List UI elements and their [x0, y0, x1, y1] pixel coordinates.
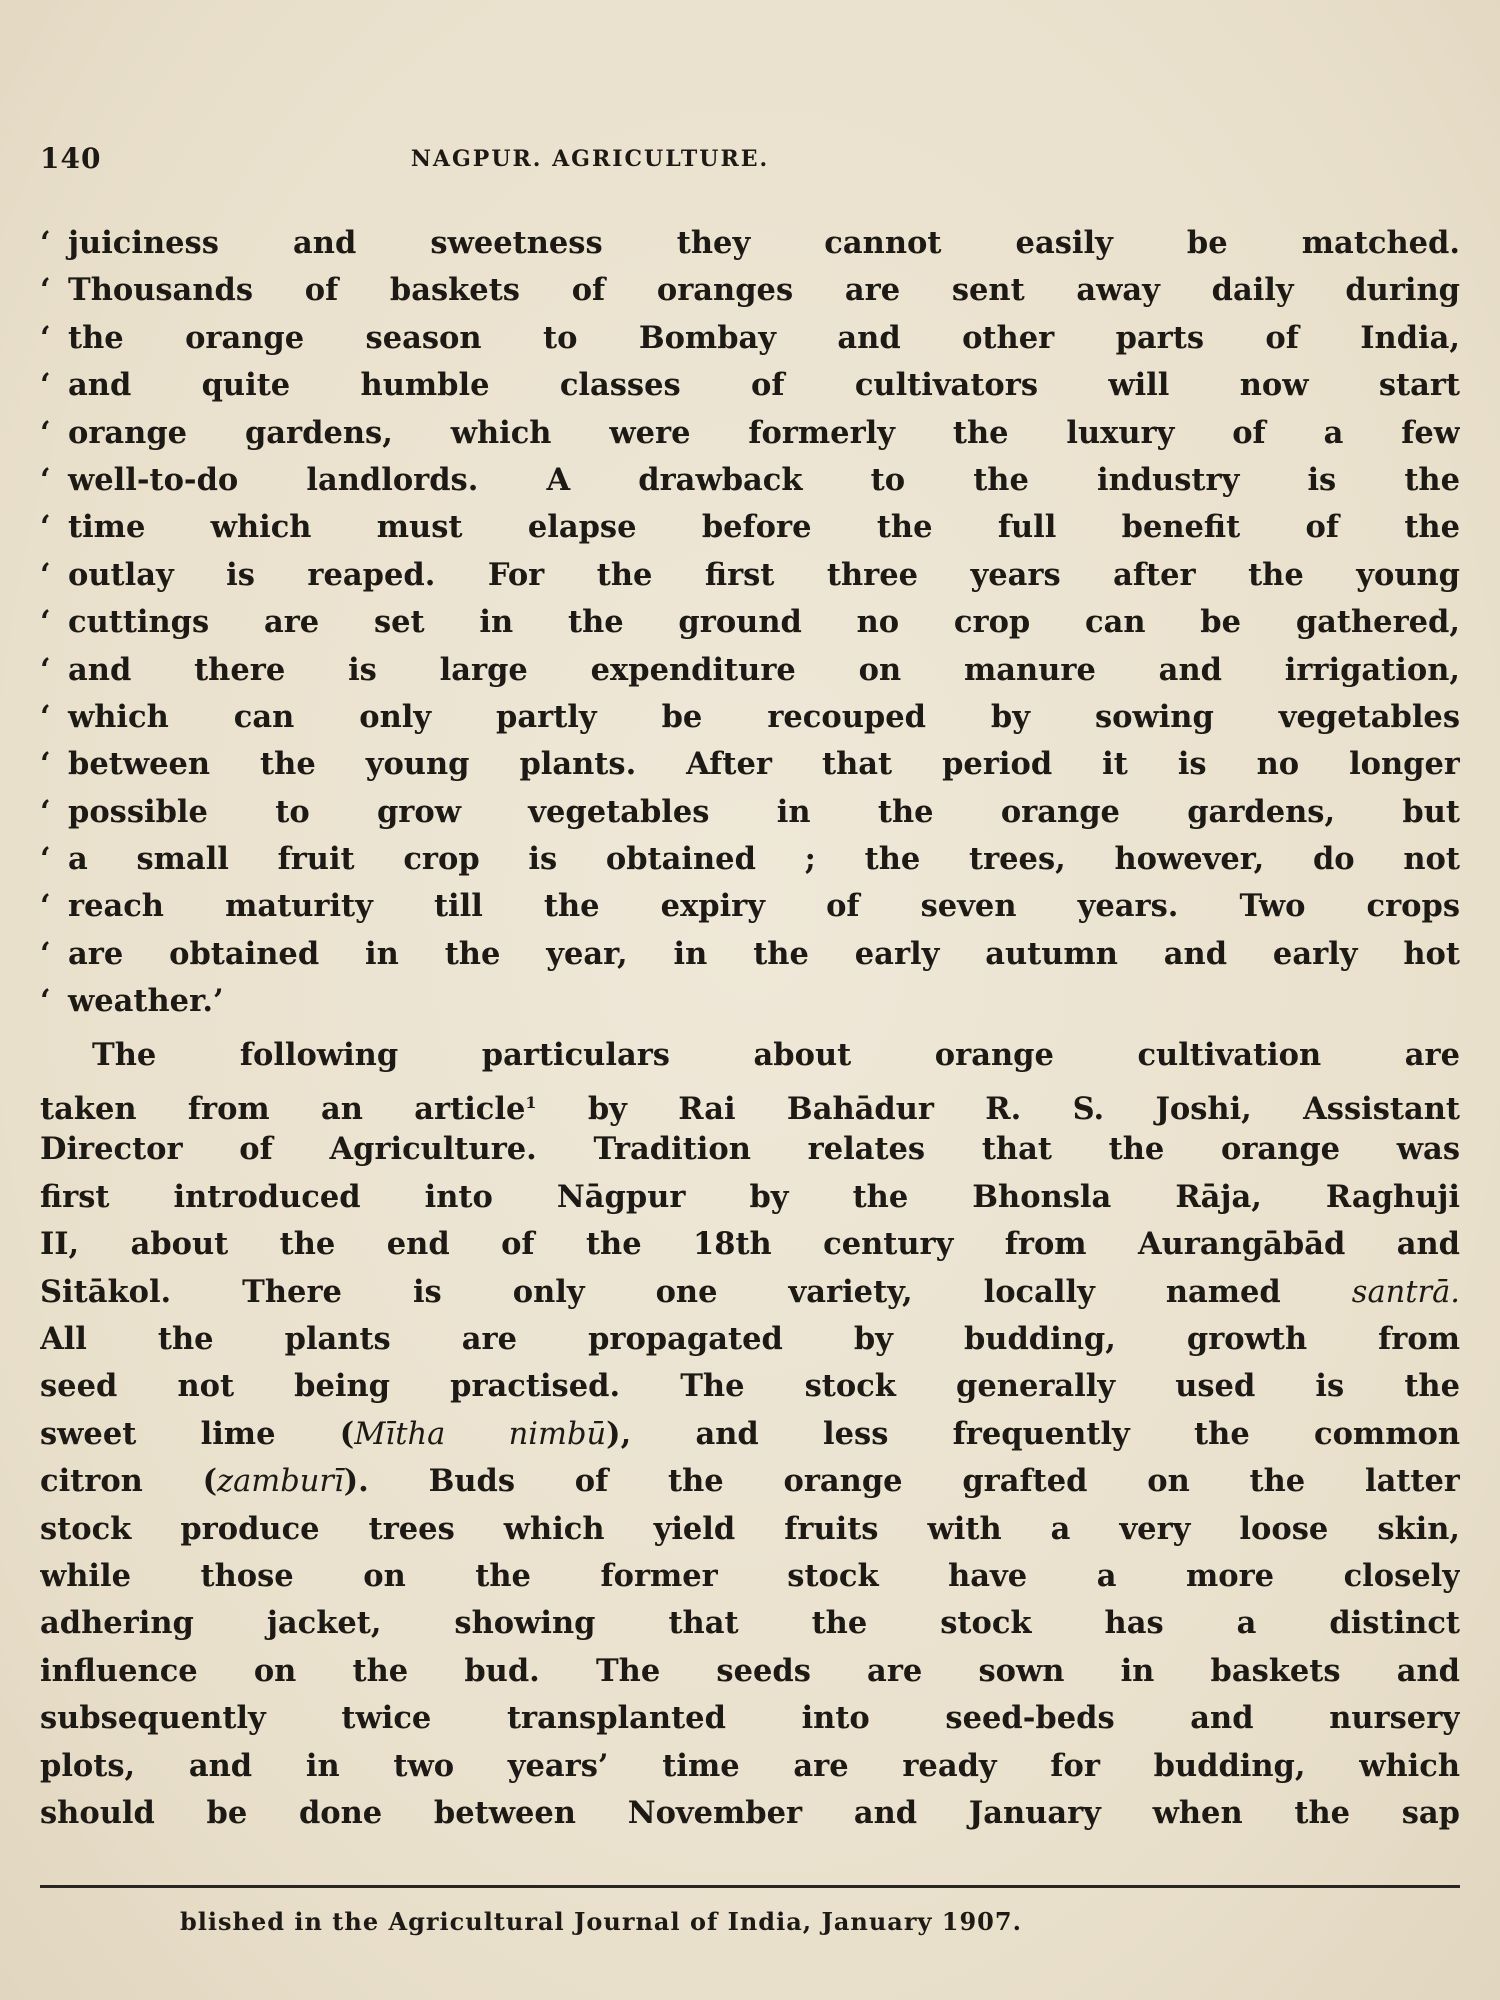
- text-line: subsequently twice transplanted into seed-beds and nursery: [40, 1700, 1460, 1737]
- footnote-marker: 1: [525, 1093, 537, 1113]
- text-line: taken from an article$^1$ by Rai Bahādur R. S. Joshi, Assistant: [40, 1091, 1460, 1127]
- quoted-line-text: between the young plants. After that period it is no longer: [68, 746, 1460, 783]
- quote-mark: ‘: [40, 698, 51, 735]
- footnote: blished in the Agricultural Journal of India, January 1907.: [180, 1907, 1022, 1936]
- quoted-line: [40, 362, 1460, 409]
- quoted-line: [40, 883, 1460, 930]
- quote-mark: ‘: [40, 461, 51, 498]
- text-line: Director of Agriculture. Tradition relates that the orange was: [40, 1131, 1460, 1168]
- quoted-line-text: are obtained in the year, in the early autumn and early hot: [68, 935, 1460, 972]
- quoted-line-text: time which must elapse before the full benefit of the: [68, 509, 1460, 546]
- footnote-rule: [40, 1885, 1460, 1888]
- text-line: All the plants are propagated by budding, growth from: [40, 1320, 1460, 1357]
- quoted-line-text: cuttings are set in the ground no crop can be gathered,: [68, 604, 1460, 641]
- text-line: Sitākol. There is only one variety, locally named santrā.: [40, 1273, 1460, 1310]
- quoted-line: [40, 789, 1460, 836]
- quoted-line-text: a small fruit crop is obtained ; the trees, however, do not: [68, 841, 1460, 878]
- quote-mark: ‘: [40, 509, 51, 546]
- quoted-line-text: well-to-do landlords. A drawback to the industry is the: [68, 461, 1460, 498]
- text-line: should be done between November and January when the sap: [40, 1794, 1460, 1831]
- quoted-line-text: which can only partly be recouped by sowing vegetables: [68, 698, 1460, 735]
- quoted-line-text: reach maturity till the expiry of seven years. Two crops: [68, 888, 1460, 925]
- quoted-line-text: Thousands of baskets of oranges are sent away daily during: [68, 272, 1460, 309]
- quote-mark: ‘: [40, 888, 51, 925]
- quoted-line-text: weather.’: [68, 983, 224, 1020]
- quoted-line-text: the orange season to Bombay and other parts of India,: [68, 319, 1460, 356]
- text-line: sweet lime (Mītha nimbū), and less frequently the common: [40, 1415, 1460, 1452]
- quoted-passage: [40, 220, 1460, 1026]
- text-line: The following particulars about orange cultivation are: [92, 1036, 1460, 1073]
- quoted-line: [40, 741, 1460, 788]
- text-line: while those on the former stock have a more closely: [40, 1557, 1460, 1594]
- body-text: [40, 220, 1460, 1837]
- quoted-line: [40, 220, 1460, 267]
- quote-mark: ‘: [40, 604, 51, 641]
- quoted-line-text: outlay is reaped. For the first three years after the young: [68, 556, 1460, 593]
- quote-mark: ‘: [40, 841, 51, 878]
- text-line: first introduced into Nāgpur by the Bhonsla Rāja, Raghuji: [40, 1178, 1460, 1215]
- quote-mark: ‘: [40, 746, 51, 783]
- quoted-line: [40, 410, 1460, 457]
- quoted-line: [40, 267, 1460, 314]
- text-line: seed not being practised. The stock generally used is the: [40, 1368, 1460, 1405]
- quote-mark: ‘: [40, 225, 51, 261]
- text-line: plots, and in two years’ time are ready for budding, which: [40, 1747, 1460, 1784]
- quote-mark: ‘: [40, 272, 51, 309]
- quoted-line-text: and there is large expenditure on manure and irrigation,: [68, 651, 1460, 688]
- quoted-line: [40, 647, 1460, 694]
- quoted-line: [40, 931, 1460, 978]
- text-line: influence on the bud. The seeds are sown in baskets and: [40, 1652, 1460, 1689]
- quote-mark: ‘: [40, 651, 51, 688]
- text-line: citron (zamburī). Buds of the orange grafted on the latter: [40, 1463, 1460, 1500]
- text-line: stock produce trees which yield fruits with a very loose skin,: [40, 1510, 1460, 1547]
- quote-mark: ‘: [40, 367, 51, 404]
- quoted-line-text: juiciness and sweetness they cannot easily be matched.: [68, 225, 1460, 261]
- quote-mark: ‘: [40, 935, 51, 972]
- quoted-line-text: orange gardens, which were formerly the luxury of a few: [68, 414, 1460, 451]
- quote-mark: ‘: [40, 793, 51, 830]
- page-header: [40, 142, 1460, 178]
- quoted-line: [40, 978, 1460, 1025]
- page-number: 140: [40, 142, 102, 175]
- paragraph: [40, 1032, 1460, 1838]
- quoted-line: [40, 599, 1460, 646]
- running-head: NAGPUR. AGRICULTURE.: [410, 146, 770, 172]
- quote-mark: ‘: [40, 983, 51, 1020]
- quoted-line: [40, 457, 1460, 504]
- quoted-line: [40, 504, 1460, 551]
- text-line: II, about the end of the 18th century from Aurangābād and: [40, 1226, 1460, 1263]
- quoted-line: [40, 836, 1460, 883]
- quoted-line-text: and quite humble classes of cultivators will now start: [68, 367, 1460, 404]
- quoted-line-text: possible to grow vegetables in the orange gardens, but: [68, 793, 1460, 830]
- quote-mark: ‘: [40, 319, 51, 356]
- quoted-line: [40, 552, 1460, 599]
- text-line: adhering jacket, showing that the stock has a distinct: [40, 1605, 1460, 1642]
- quoted-line: [40, 315, 1460, 362]
- quoted-line: [40, 694, 1460, 741]
- quote-mark: ‘: [40, 556, 51, 593]
- quote-mark: ‘: [40, 414, 51, 451]
